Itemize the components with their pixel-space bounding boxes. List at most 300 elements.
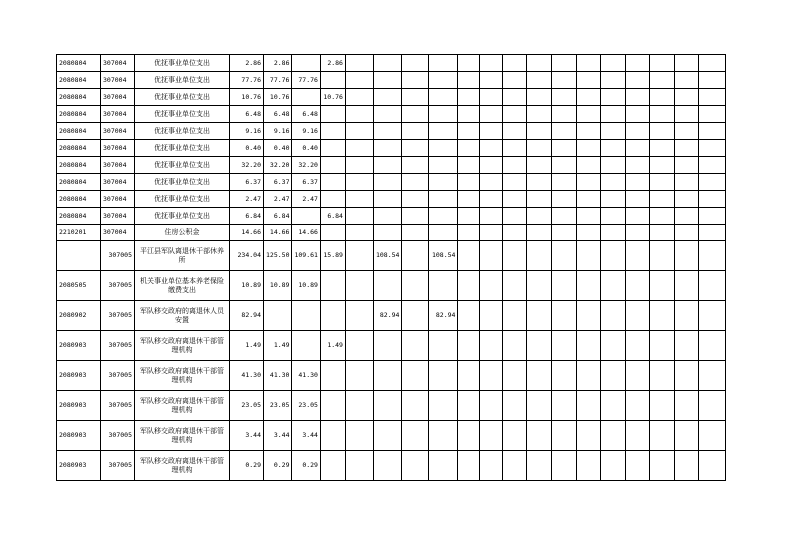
amount-cell <box>345 241 373 271</box>
amount-cell <box>626 191 650 208</box>
subject-code-cell: 2080804 <box>57 106 101 123</box>
amount-cell <box>402 208 429 225</box>
amount-cell <box>402 157 429 174</box>
amount-cell <box>552 157 577 174</box>
amount-cell <box>675 174 699 191</box>
amount-cell <box>675 123 699 140</box>
amount-cell <box>345 451 373 481</box>
table-row <box>57 361 726 391</box>
amount-cell <box>675 241 699 271</box>
amount-cell <box>402 89 429 106</box>
amount-cell <box>345 174 373 191</box>
amount-cell <box>577 174 601 191</box>
amount-cell <box>345 208 373 225</box>
amount-cell <box>429 140 458 157</box>
subject-code-cell <box>57 241 101 271</box>
amount-cell <box>373 451 401 481</box>
amount-cell <box>458 301 480 331</box>
amount-cell <box>650 271 675 301</box>
amount-cell <box>675 140 699 157</box>
amount-cell <box>402 140 429 157</box>
amount-cell <box>480 106 503 123</box>
amount-cell <box>699 225 726 241</box>
table-row <box>57 391 726 421</box>
amount-cell <box>601 361 626 391</box>
amount-cell <box>601 208 626 225</box>
amount-cell <box>480 225 503 241</box>
amount-cell <box>503 72 527 89</box>
unit-code-cell: 307004 <box>101 123 135 140</box>
amount-cell <box>503 174 527 191</box>
amount-cell <box>577 391 601 421</box>
amount-cell: 32.20 <box>292 157 320 174</box>
amount-cell <box>626 391 650 421</box>
amount-cell <box>650 174 675 191</box>
amount-cell <box>402 451 429 481</box>
amount-cell <box>626 140 650 157</box>
unit-code-cell: 307004 <box>101 72 135 89</box>
amount-cell <box>503 140 527 157</box>
amount-cell: 1.49 <box>230 331 264 361</box>
amount-cell <box>527 451 552 481</box>
amount-cell <box>402 72 429 89</box>
amount-cell <box>373 72 401 89</box>
amount-cell <box>675 451 699 481</box>
item-name-cell: 优抚事业单位支出 <box>135 174 230 191</box>
amount-cell <box>699 72 726 89</box>
amount-cell <box>480 271 503 301</box>
item-name-cell: 军队移交政府离退休干部管理机构 <box>135 421 230 451</box>
unit-code-cell: 307005 <box>101 391 135 421</box>
amount-cell: 10.89 <box>230 271 264 301</box>
amount-cell <box>527 361 552 391</box>
amount-cell <box>480 89 503 106</box>
amount-cell: 10.76 <box>320 89 345 106</box>
item-name-cell: 优抚事业单位支出 <box>135 208 230 225</box>
amount-cell: 77.76 <box>292 72 320 89</box>
amount-cell <box>577 241 601 271</box>
amount-cell <box>675 361 699 391</box>
amount-cell <box>320 140 345 157</box>
amount-cell <box>402 331 429 361</box>
unit-code-cell: 307005 <box>101 241 135 271</box>
table-row <box>57 123 726 140</box>
amount-cell <box>480 123 503 140</box>
subject-code-cell: 2080804 <box>57 123 101 140</box>
amount-cell <box>429 123 458 140</box>
amount-cell <box>480 174 503 191</box>
amount-cell <box>345 271 373 301</box>
amount-cell <box>699 301 726 331</box>
amount-cell <box>320 451 345 481</box>
amount-cell <box>429 208 458 225</box>
amount-cell: 6.84 <box>230 208 264 225</box>
amount-cell <box>650 225 675 241</box>
unit-code-cell: 307004 <box>101 225 135 241</box>
amount-cell <box>601 123 626 140</box>
amount-cell <box>699 361 726 391</box>
amount-cell: 108.54 <box>429 241 458 271</box>
amount-cell <box>320 271 345 301</box>
amount-cell <box>480 301 503 331</box>
item-name-cell: 军队移交政府离退休干部管理机构 <box>135 391 230 421</box>
amount-cell <box>373 361 401 391</box>
amount-cell <box>429 89 458 106</box>
amount-cell <box>429 225 458 241</box>
amount-cell <box>480 140 503 157</box>
amount-cell <box>480 361 503 391</box>
amount-cell <box>480 451 503 481</box>
amount-cell: 0.29 <box>230 451 264 481</box>
amount-cell <box>577 421 601 451</box>
amount-cell <box>675 89 699 106</box>
amount-cell <box>503 361 527 391</box>
amount-cell <box>601 106 626 123</box>
amount-cell <box>699 174 726 191</box>
amount-cell <box>373 421 401 451</box>
amount-cell <box>577 208 601 225</box>
amount-cell: 10.76 <box>264 89 292 106</box>
amount-cell <box>626 123 650 140</box>
item-name-cell: 优抚事业单位支出 <box>135 72 230 89</box>
amount-cell <box>429 174 458 191</box>
amount-cell <box>527 271 552 301</box>
amount-cell <box>345 331 373 361</box>
amount-cell <box>458 191 480 208</box>
table-row <box>57 140 726 157</box>
amount-cell <box>527 191 552 208</box>
amount-cell <box>345 140 373 157</box>
amount-cell <box>345 225 373 241</box>
amount-cell <box>626 451 650 481</box>
amount-cell <box>458 123 480 140</box>
amount-cell <box>650 191 675 208</box>
amount-cell <box>601 140 626 157</box>
table-row <box>57 421 726 451</box>
amount-cell <box>402 174 429 191</box>
amount-cell <box>552 140 577 157</box>
amount-cell <box>650 241 675 271</box>
table-row <box>57 301 726 331</box>
amount-cell <box>345 89 373 106</box>
subject-code-cell: 2080804 <box>57 191 101 208</box>
amount-cell <box>527 208 552 225</box>
amount-cell: 2.86 <box>230 55 264 72</box>
amount-cell: 15.89 <box>320 241 345 271</box>
amount-cell <box>480 72 503 89</box>
amount-cell <box>503 241 527 271</box>
amount-cell <box>527 421 552 451</box>
amount-cell <box>650 421 675 451</box>
amount-cell <box>292 89 320 106</box>
amount-cell <box>429 361 458 391</box>
unit-code-cell: 307004 <box>101 89 135 106</box>
subject-code-cell: 2080902 <box>57 301 101 331</box>
amount-cell <box>650 208 675 225</box>
amount-cell <box>527 55 552 72</box>
table-row <box>57 225 726 241</box>
amount-cell <box>458 157 480 174</box>
amount-cell <box>577 123 601 140</box>
table-row <box>57 271 726 301</box>
amount-cell <box>458 55 480 72</box>
amount-cell: 109.61 <box>292 241 320 271</box>
amount-cell <box>601 191 626 208</box>
subject-code-cell: 2210201 <box>57 225 101 241</box>
amount-cell <box>373 174 401 191</box>
subject-code-cell: 2080903 <box>57 391 101 421</box>
unit-code-cell: 307005 <box>101 361 135 391</box>
amount-cell <box>527 106 552 123</box>
item-name-cell: 军队移交政府的离退休人员安置 <box>135 301 230 331</box>
amount-cell <box>626 361 650 391</box>
item-name-cell: 住房公积金 <box>135 225 230 241</box>
amount-cell <box>527 157 552 174</box>
amount-cell <box>402 191 429 208</box>
amount-cell <box>699 271 726 301</box>
amount-cell: 6.37 <box>264 174 292 191</box>
amount-cell <box>699 157 726 174</box>
amount-cell <box>527 225 552 241</box>
amount-cell: 82.94 <box>230 301 264 331</box>
amount-cell <box>503 225 527 241</box>
amount-cell <box>458 140 480 157</box>
amount-cell <box>402 391 429 421</box>
amount-cell <box>402 241 429 271</box>
amount-cell <box>320 191 345 208</box>
amount-cell <box>527 241 552 271</box>
amount-cell <box>402 271 429 301</box>
amount-cell <box>577 191 601 208</box>
amount-cell <box>429 331 458 361</box>
amount-cell <box>577 55 601 72</box>
unit-code-cell: 307005 <box>101 421 135 451</box>
amount-cell: 1.49 <box>320 331 345 361</box>
amount-cell: 6.48 <box>264 106 292 123</box>
amount-cell <box>402 123 429 140</box>
amount-cell <box>402 225 429 241</box>
amount-cell <box>601 271 626 301</box>
amount-cell <box>552 208 577 225</box>
amount-cell <box>503 421 527 451</box>
amount-cell <box>429 106 458 123</box>
amount-cell <box>458 225 480 241</box>
amount-cell: 6.48 <box>230 106 264 123</box>
amount-cell <box>373 55 401 72</box>
amount-cell: 32.20 <box>230 157 264 174</box>
amount-cell <box>601 391 626 421</box>
amount-cell <box>503 331 527 361</box>
item-name-cell: 平江县军队离退休干部休养所 <box>135 241 230 271</box>
amount-cell <box>320 301 345 331</box>
amount-cell: 108.54 <box>373 241 401 271</box>
amount-cell <box>373 157 401 174</box>
amount-cell <box>292 301 320 331</box>
amount-cell: 23.05 <box>292 391 320 421</box>
amount-cell <box>675 55 699 72</box>
amount-cell <box>320 225 345 241</box>
table-row <box>57 451 726 481</box>
amount-cell: 2.86 <box>264 55 292 72</box>
amount-cell <box>527 140 552 157</box>
amount-cell <box>626 208 650 225</box>
amount-cell <box>527 331 552 361</box>
amount-cell <box>345 123 373 140</box>
amount-cell <box>402 421 429 451</box>
amount-cell <box>626 89 650 106</box>
amount-cell <box>320 361 345 391</box>
amount-cell: 125.50 <box>264 241 292 271</box>
amount-cell <box>601 157 626 174</box>
amount-cell <box>577 89 601 106</box>
amount-cell <box>552 451 577 481</box>
amount-cell: 2.47 <box>264 191 292 208</box>
amount-cell <box>626 271 650 301</box>
amount-cell <box>503 89 527 106</box>
subject-code-cell: 2080903 <box>57 421 101 451</box>
amount-cell <box>345 55 373 72</box>
amount-cell <box>601 331 626 361</box>
amount-cell <box>577 361 601 391</box>
amount-cell <box>458 106 480 123</box>
amount-cell <box>650 391 675 421</box>
amount-cell <box>503 208 527 225</box>
amount-cell <box>601 301 626 331</box>
amount-cell <box>601 72 626 89</box>
amount-cell <box>458 331 480 361</box>
amount-cell <box>675 271 699 301</box>
unit-code-cell: 307004 <box>101 106 135 123</box>
amount-cell <box>626 225 650 241</box>
amount-cell <box>458 72 480 89</box>
item-name-cell: 机关事业单位基本养老保险缴费支出 <box>135 271 230 301</box>
amount-cell <box>527 174 552 191</box>
amount-cell <box>503 157 527 174</box>
amount-cell: 6.84 <box>264 208 292 225</box>
unit-code-cell: 307004 <box>101 55 135 72</box>
amount-cell <box>601 174 626 191</box>
amount-cell <box>626 174 650 191</box>
amount-cell <box>503 451 527 481</box>
amount-cell <box>675 72 699 89</box>
subject-code-cell: 2080903 <box>57 331 101 361</box>
table-row <box>57 191 726 208</box>
amount-cell <box>373 271 401 301</box>
amount-cell: 6.37 <box>292 174 320 191</box>
amount-cell <box>650 361 675 391</box>
amount-cell <box>699 191 726 208</box>
amount-cell <box>650 123 675 140</box>
amount-cell <box>675 301 699 331</box>
subject-code-cell: 2080804 <box>57 140 101 157</box>
amount-cell <box>675 225 699 241</box>
amount-cell <box>699 89 726 106</box>
amount-cell <box>577 106 601 123</box>
amount-cell <box>292 331 320 361</box>
amount-cell <box>626 72 650 89</box>
amount-cell <box>675 421 699 451</box>
amount-cell <box>480 157 503 174</box>
amount-cell: 9.16 <box>230 123 264 140</box>
amount-cell <box>320 157 345 174</box>
amount-cell <box>650 106 675 123</box>
item-name-cell: 优抚事业单位支出 <box>135 106 230 123</box>
amount-cell <box>626 157 650 174</box>
amount-cell <box>552 123 577 140</box>
amount-cell <box>699 55 726 72</box>
amount-cell <box>552 225 577 241</box>
amount-cell: 6.37 <box>230 174 264 191</box>
amount-cell <box>373 391 401 421</box>
amount-cell <box>675 106 699 123</box>
amount-cell <box>480 55 503 72</box>
amount-cell <box>527 391 552 421</box>
amount-cell <box>373 331 401 361</box>
amount-cell <box>601 225 626 241</box>
table-row <box>57 55 726 72</box>
amount-cell: 2.47 <box>292 191 320 208</box>
unit-code-cell: 307004 <box>101 208 135 225</box>
amount-cell <box>429 421 458 451</box>
amount-cell <box>650 157 675 174</box>
amount-cell <box>577 271 601 301</box>
amount-cell <box>320 174 345 191</box>
amount-cell: 41.30 <box>292 361 320 391</box>
subject-code-cell: 2080804 <box>57 157 101 174</box>
amount-cell <box>699 421 726 451</box>
amount-cell <box>320 72 345 89</box>
amount-cell <box>577 451 601 481</box>
amount-cell <box>650 140 675 157</box>
amount-cell <box>429 191 458 208</box>
amount-cell <box>577 301 601 331</box>
amount-cell <box>458 89 480 106</box>
amount-cell <box>601 89 626 106</box>
table-row <box>57 157 726 174</box>
unit-code-cell: 307004 <box>101 157 135 174</box>
amount-cell <box>373 140 401 157</box>
amount-cell <box>429 55 458 72</box>
subject-code-cell: 2080804 <box>57 208 101 225</box>
amount-cell <box>345 106 373 123</box>
amount-cell <box>503 191 527 208</box>
amount-cell: 2.86 <box>320 55 345 72</box>
amount-cell <box>699 123 726 140</box>
amount-cell: 41.30 <box>230 361 264 391</box>
amount-cell: 3.44 <box>264 421 292 451</box>
table-row <box>57 106 726 123</box>
amount-cell <box>552 241 577 271</box>
amount-cell <box>402 55 429 72</box>
amount-cell <box>650 331 675 361</box>
amount-cell: 9.16 <box>292 123 320 140</box>
table-row <box>57 174 726 191</box>
amount-cell <box>527 72 552 89</box>
amount-cell <box>503 55 527 72</box>
amount-cell <box>320 123 345 140</box>
amount-cell: 77.76 <box>264 72 292 89</box>
amount-cell <box>402 106 429 123</box>
amount-cell <box>503 123 527 140</box>
amount-cell <box>429 271 458 301</box>
amount-cell <box>552 361 577 391</box>
subject-code-cell: 2080804 <box>57 174 101 191</box>
amount-cell <box>699 451 726 481</box>
amount-cell: 6.84 <box>320 208 345 225</box>
subject-code-cell: 2080903 <box>57 451 101 481</box>
amount-cell: 9.16 <box>264 123 292 140</box>
amount-cell: 1.49 <box>264 331 292 361</box>
